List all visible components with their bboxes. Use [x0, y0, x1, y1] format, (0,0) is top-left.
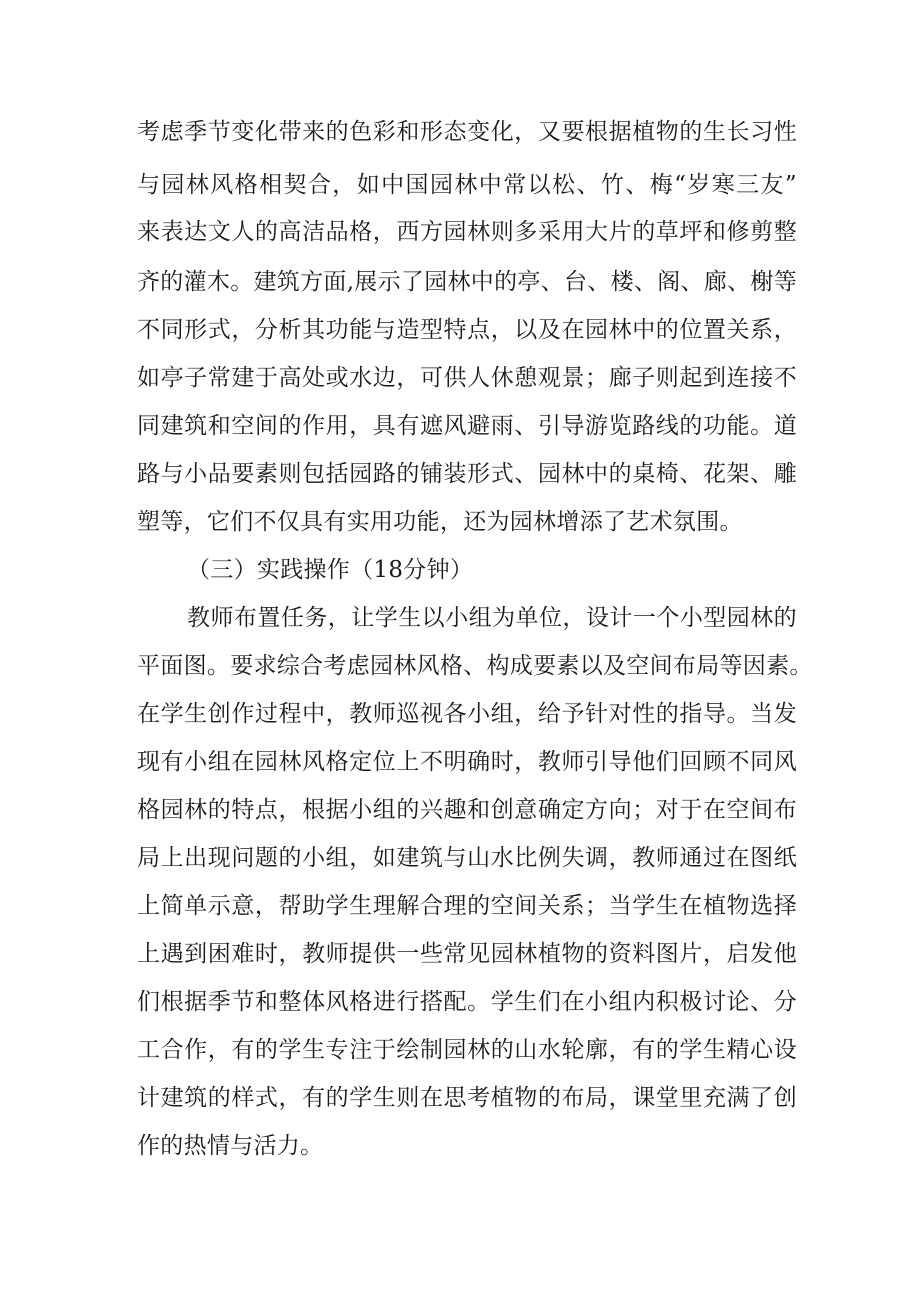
paragraph-line: 现有小组在园林风格定位上不明确时，教师引导他们回顾不同风: [137, 749, 797, 775]
paragraph-line: 上简单示意，帮助学生理解合理的空间关系；当学生在植物选择: [137, 893, 797, 919]
paragraph-line: 不同形式，分析其功能与造型特点，以及在园林中的位置关系，: [137, 317, 797, 343]
paragraph-line: 教师布置任务，让学生以小组为单位，设计一个小型园林的: [187, 605, 797, 631]
paragraph-line: 齐的灌木。建筑方面,展示了园林中的亭、台、楼、阁、廊、榭等: [137, 269, 798, 295]
paragraph-line: 平面图。要求综合考虑园林风格、构成要素以及空间布局等因素。: [137, 653, 813, 679]
paragraph-line: 如亭子常建于高处或水边，可供人休憩观景；廊子则起到连接不: [137, 365, 797, 391]
paragraph-line: 路与小品要素则包括园路的铺装形式、园林中的桌椅、花架、雕: [137, 461, 797, 487]
paragraph-line: 与园林风格相契合，如中国园林中常以松、竹、梅“岁寒三友”: [137, 172, 797, 198]
paragraph-line: 来表达文人的高洁品格，西方园林则多采用大片的草坪和修剪整: [137, 219, 797, 245]
paragraph-line: 们根据季节和整体风格进行搭配。学生们在小组内积极讨论、分: [137, 989, 797, 1015]
paragraph-line: 在学生创作过程中，教师巡视各小组，给予针对性的指导。当发: [137, 701, 797, 727]
paragraph-line: 工合作，有的学生专注于绘制园林的山水轮廓，有的学生精心设: [137, 1037, 797, 1063]
paragraph-line: 上遇到困难时，教师提供一些常见园林植物的资料图片，启发他: [137, 941, 797, 967]
paragraph-line: 格园林的特点，根据小组的兴趣和创意确定方向；对于在空间布: [137, 797, 797, 823]
paragraph-line: 塑等，它们不仅具有实用功能，还为园林增添了艺术氛围。: [137, 509, 743, 535]
paragraph-line: 局上出现问题的小组，如建筑与山水比例失调，教师通过在图纸: [137, 845, 797, 871]
paragraph-line: 计建筑的样式，有的学生则在思考植物的布局，课堂里充满了创: [137, 1085, 797, 1111]
paragraph-line: 作的热情与活力。: [137, 1133, 324, 1159]
paragraph-line: 考虑季节变化带来的色彩和形态变化，又要根据植物的生长习性: [137, 119, 797, 145]
paragraph-line: 同建筑和空间的作用，具有遮风避雨、引导游览路线的功能。道: [137, 413, 797, 439]
section-heading: （三）实践操作（18分钟）: [187, 557, 474, 583]
